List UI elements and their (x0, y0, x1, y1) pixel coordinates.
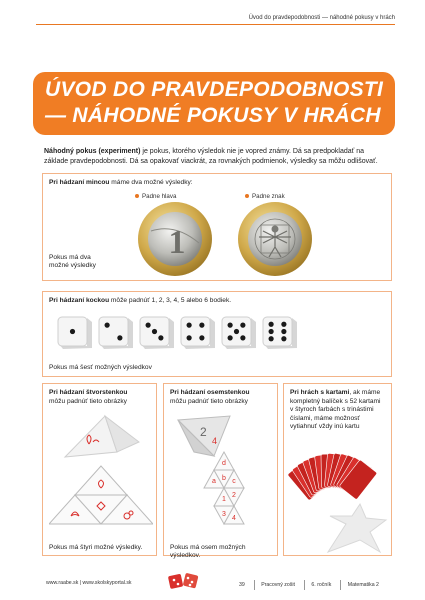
tetra-caption-line-2: môžu padnúť tieto obrázky (49, 397, 127, 405)
euro-coin-tails-icon (237, 201, 313, 277)
die-pip (281, 336, 286, 341)
die-pip (199, 323, 204, 328)
euro-coin-heads-icon (137, 201, 213, 277)
octa-net-label-5: 1 (222, 496, 226, 503)
book-type: Pracovný zošit (261, 582, 295, 589)
octahedron-net-icon (202, 450, 262, 538)
page-footer (46, 575, 395, 591)
octa-net-label-3: b (222, 475, 226, 482)
die-face-6-icon (262, 314, 298, 350)
subject: Matematika 2 (347, 582, 379, 589)
die-pip (187, 323, 192, 328)
die-pip (152, 329, 157, 334)
octa-die-face-2: 4 (212, 436, 218, 446)
octa-net-label-6: 2 (232, 492, 236, 499)
title-line-1: ÚVOD DO PRAVDEPODOBNOSTI (45, 78, 384, 101)
die-pip (240, 335, 245, 340)
footer-separator (254, 580, 255, 590)
cards-caption (290, 389, 385, 432)
die-pip (158, 335, 163, 340)
octa-net-label-2: a (212, 478, 216, 485)
red-dice-logo-icon (166, 571, 202, 591)
coin-result-line-2: možné výsledky (49, 262, 96, 269)
footer-separator (304, 580, 305, 590)
grade: 6. ročník (311, 582, 332, 589)
dice-result-text: Pokus má šesť možných výsledkov (49, 364, 152, 371)
octa-caption (170, 389, 271, 406)
footer-urls: www.raabe.sk | www.skolskyportal.sk (46, 580, 132, 586)
coin-value: 1 (168, 224, 186, 261)
coin-result-line-1: Pokus má dva (49, 254, 91, 261)
coin-caption (49, 179, 193, 188)
dice-caption (49, 297, 231, 306)
die-pip (187, 335, 192, 340)
bullet-icon (135, 194, 139, 198)
die-face-4-icon (180, 314, 216, 350)
tetrahedron-net-icon (49, 464, 153, 526)
decorative-figure-icon (320, 502, 390, 554)
heads-label (135, 193, 176, 200)
cards-caption-rest: , ak máme kompletný balíček s 52 kartami v štyroch farbách s trinástimi číslami, máme možnosť vytiahnuť vždy inú kartu (290, 389, 381, 430)
dice-section (42, 291, 392, 377)
title-line-2: — NÁHODNÉ POKUSY V HRÁCH (45, 104, 381, 127)
octahedron-section (163, 383, 278, 559)
tails-label (245, 193, 285, 200)
die-pip (146, 323, 151, 328)
die-pip (228, 335, 233, 340)
die-pip (105, 323, 110, 328)
die-pip (117, 335, 122, 340)
die-pip (269, 322, 274, 327)
die-pip (281, 329, 286, 334)
page-number: 39 (239, 582, 245, 589)
tetra-result-text: Pokus má štyri možné výsledky. (49, 544, 143, 551)
footer-info (239, 580, 384, 590)
coin-result-text (49, 254, 96, 270)
die-face-1-icon (57, 314, 93, 350)
tetra-caption (49, 389, 150, 406)
running-head: Úvod do pravdepodobnosti — náhodné pokusy v hrách (248, 15, 395, 21)
heads-label-text: Padne hlava (142, 193, 177, 200)
bullet-icon (245, 194, 249, 198)
intro-paragraph (44, 147, 389, 166)
footer-separator (340, 580, 341, 590)
octa-die-face-1: 2 (200, 425, 207, 439)
title-banner (33, 72, 395, 135)
octa-net-label-1: d (222, 460, 226, 467)
die-pip (70, 329, 75, 334)
die-pip (240, 323, 245, 328)
octa-caption-line-2: môžu padnúť tieto obrázky (170, 397, 248, 405)
octa-caption-bold: Pri hádzaní osemstenkou (170, 389, 250, 396)
tetra-caption-bold: Pri hádzaní štvorstenkou (49, 389, 128, 396)
tails-label-text: Padne znak (252, 193, 285, 200)
cards-section (283, 383, 392, 556)
die-pip (281, 322, 286, 327)
octa-net-label-8: 4 (232, 515, 236, 522)
coin-caption-bold: Pri hádzaní mincou (49, 179, 110, 186)
tetrahedron-section (42, 383, 157, 556)
die-face-2-icon (98, 314, 134, 350)
dice-caption-rest: môže padnúť 1, 2, 3, 4, 5 alebo 6 bodiek. (109, 297, 232, 304)
die-pip (199, 335, 204, 340)
octa-net-label-4: c (232, 478, 236, 485)
die-pip (234, 329, 239, 334)
coin-caption-rest: máme dva možné výsledky: (109, 179, 193, 186)
die-pip (228, 323, 233, 328)
die-face-3-icon (139, 314, 175, 350)
intro-text: je pokus, ktorého výsledok nie je vopred známy. Dá sa predpokladať na základe pravdepodobnosti. Dá sa opakovať viackrát, za rovnakých podmienok, výsledky sa môžu odlišovať. (44, 148, 378, 165)
intro-term: Náhodný pokus (experiment) (44, 148, 141, 155)
coin-section (42, 173, 392, 281)
header-rule (36, 24, 395, 25)
cards-caption-bold: Pri hrách s kartami (290, 389, 350, 396)
octa-net-label-7: 3 (222, 511, 226, 518)
die-pip (269, 329, 274, 334)
dice-caption-bold: Pri hádzaní kockou (49, 297, 110, 304)
die-pip (269, 336, 274, 341)
tetrahedron-die-icon (55, 412, 145, 462)
die-face-5-icon (221, 314, 257, 350)
octa-result-text: Pokus má osem možných výsledkov. (170, 544, 246, 559)
